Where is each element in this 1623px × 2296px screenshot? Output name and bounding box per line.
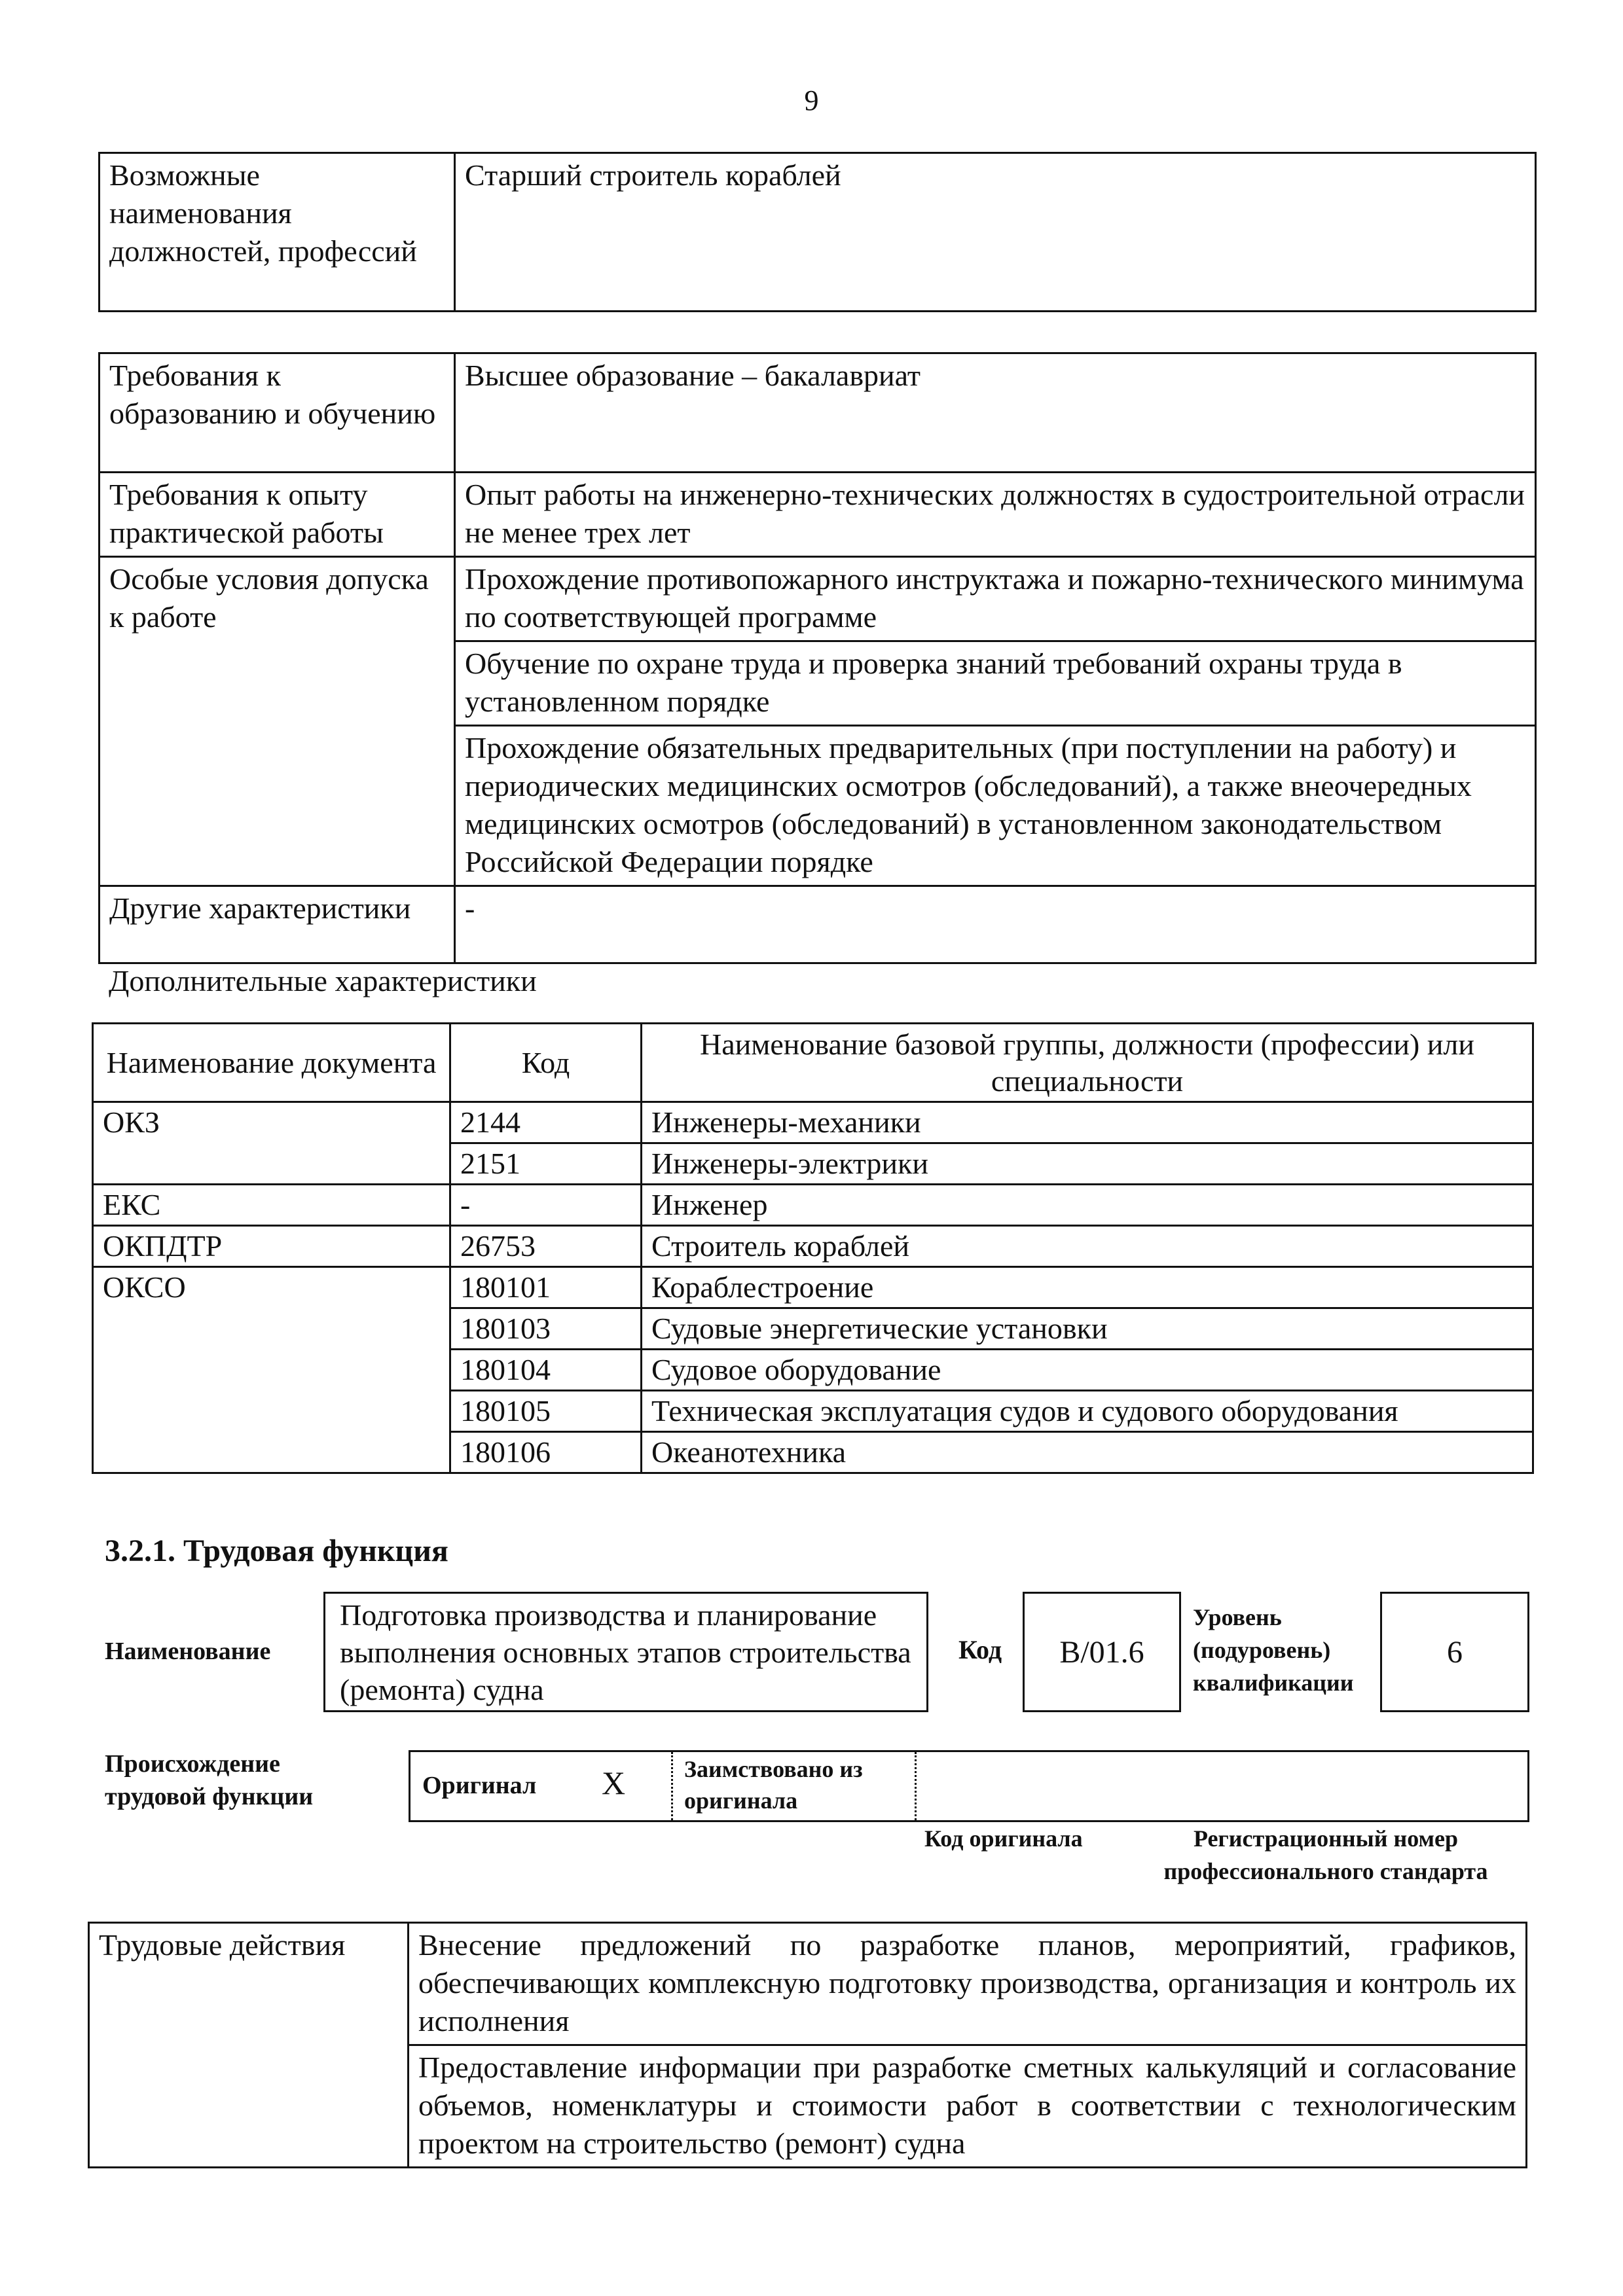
row-name: Океанотехника xyxy=(642,1432,1533,1473)
special-item: Обучение по охране труда и проверка знаний требований охраны труда в установленном порядке xyxy=(455,641,1536,726)
row-name: Строитель кораблей xyxy=(642,1226,1533,1267)
row-doc xyxy=(93,1432,450,1473)
function-name-label: Наименование xyxy=(105,1638,271,1665)
row-code: 2151 xyxy=(450,1143,642,1185)
action-item: Предоставление информации при разработке сметных калькуляций и согласование объемов, номенклатуры и стоимости работ в соответствии с технологическим проектом на строительство (ремонт) судна xyxy=(409,2045,1527,2168)
row-code: 26753 xyxy=(450,1226,642,1267)
origin-divider xyxy=(671,1752,673,1820)
education-label: Требования к образованию и обучению xyxy=(100,353,455,473)
origin-label: Происхождение трудовой функции xyxy=(105,1750,314,1810)
experience-value: Опыт работы на инженерно-технических должностях в судостроительной отрасли не менее трех лет xyxy=(455,473,1536,557)
row-code: 2144 xyxy=(450,1102,642,1143)
row-code: 180105 xyxy=(450,1391,642,1432)
borrowed-label: Заимствовано из оригинала xyxy=(684,1756,863,1814)
additional-table xyxy=(92,1022,1534,1474)
row-doc: ОКЗ xyxy=(93,1102,450,1143)
row-name: Кораблестроение xyxy=(642,1267,1533,1308)
row-name: Судовые энергетические установки xyxy=(642,1308,1533,1350)
positions-table xyxy=(98,152,1537,312)
original-mark: X xyxy=(602,1765,626,1801)
special-label: Особые условия допуска к работе xyxy=(100,557,455,886)
row-code: 180103 xyxy=(450,1308,642,1350)
original-label: Оригинал xyxy=(422,1772,537,1799)
function-name-value: Подготовка производства и планирование выполнения основных этапов строительства (ремонта) судна xyxy=(340,1598,911,1706)
reg-number-label: Регистрационный номер профессионального стандарта xyxy=(1163,1825,1488,1884)
actions-label: Трудовые действия xyxy=(89,1923,409,2168)
row-code: 180104 xyxy=(450,1350,642,1391)
row-name: Судовое оборудование xyxy=(642,1350,1533,1391)
requirements-table xyxy=(98,352,1537,964)
origin-box xyxy=(409,1750,1529,1822)
other-value: - xyxy=(455,886,1536,963)
actions-table xyxy=(88,1922,1527,2168)
row-doc: ОКСО xyxy=(93,1267,450,1308)
header-code: Код xyxy=(450,1024,642,1102)
function-title: 3.2.1. Трудовая функция xyxy=(105,1534,448,1568)
origin-divider xyxy=(915,1752,917,1820)
page-number: 9 xyxy=(804,84,819,117)
experience-label: Требования к опыту практической работы xyxy=(100,473,455,557)
level-box xyxy=(1380,1592,1529,1712)
row-code: 180106 xyxy=(450,1432,642,1473)
row-doc xyxy=(93,1308,450,1350)
function-code-box xyxy=(1023,1592,1181,1712)
row-doc: ОКПДТР xyxy=(93,1226,450,1267)
additional-title: Дополнительные характеристики xyxy=(109,964,537,997)
header-doc: Наименование документа xyxy=(93,1024,450,1102)
row-code: 180101 xyxy=(450,1267,642,1308)
row-name: Инженер xyxy=(642,1185,1533,1226)
function-code-value: B/01.6 xyxy=(1059,1634,1144,1670)
positions-label: Возможные наименования должностей, профессий xyxy=(100,153,455,312)
row-doc xyxy=(93,1350,450,1391)
function-name-box xyxy=(323,1592,928,1712)
special-item: Прохождение обязательных предварительных (при поступлении на работу) и периодических медицинских осмотров (обследований), а также внеочередных медицинских осмотров (обследований) в установленном законодательством Российской Федерации порядке xyxy=(455,726,1536,886)
level-label: Уровень (подуровень) квалификации xyxy=(1193,1604,1354,1696)
row-doc xyxy=(93,1143,450,1185)
level-value: 6 xyxy=(1447,1634,1463,1670)
row-name: Инженеры-механики xyxy=(642,1102,1533,1143)
row-doc: ЕКС xyxy=(93,1185,450,1226)
special-item: Прохождение противопожарного инструктажа и пожарно-технического минимума по соответствующей программе xyxy=(455,557,1536,641)
original-code-label: Код оригинала xyxy=(924,1825,1083,1852)
row-code: - xyxy=(450,1185,642,1226)
positions-value: Старший строитель кораблей xyxy=(455,153,1536,312)
other-label: Другие характеристики xyxy=(100,886,455,963)
education-value: Высшее образование – бакалавриат xyxy=(455,353,1536,473)
action-item: Внесение предложений по разработке планов, мероприятий, графиков, обеспечивающих комплексную подготовку производства, организация и контроль их исполнения xyxy=(409,1923,1527,2045)
row-name: Инженеры-электрики xyxy=(642,1143,1533,1185)
header-name: Наименование базовой группы, должности (профессии) или специальности xyxy=(642,1024,1533,1102)
row-name: Техническая эксплуатация судов и судового оборудования xyxy=(642,1391,1533,1432)
function-code-label: Код xyxy=(958,1635,1002,1664)
row-doc xyxy=(93,1391,450,1432)
